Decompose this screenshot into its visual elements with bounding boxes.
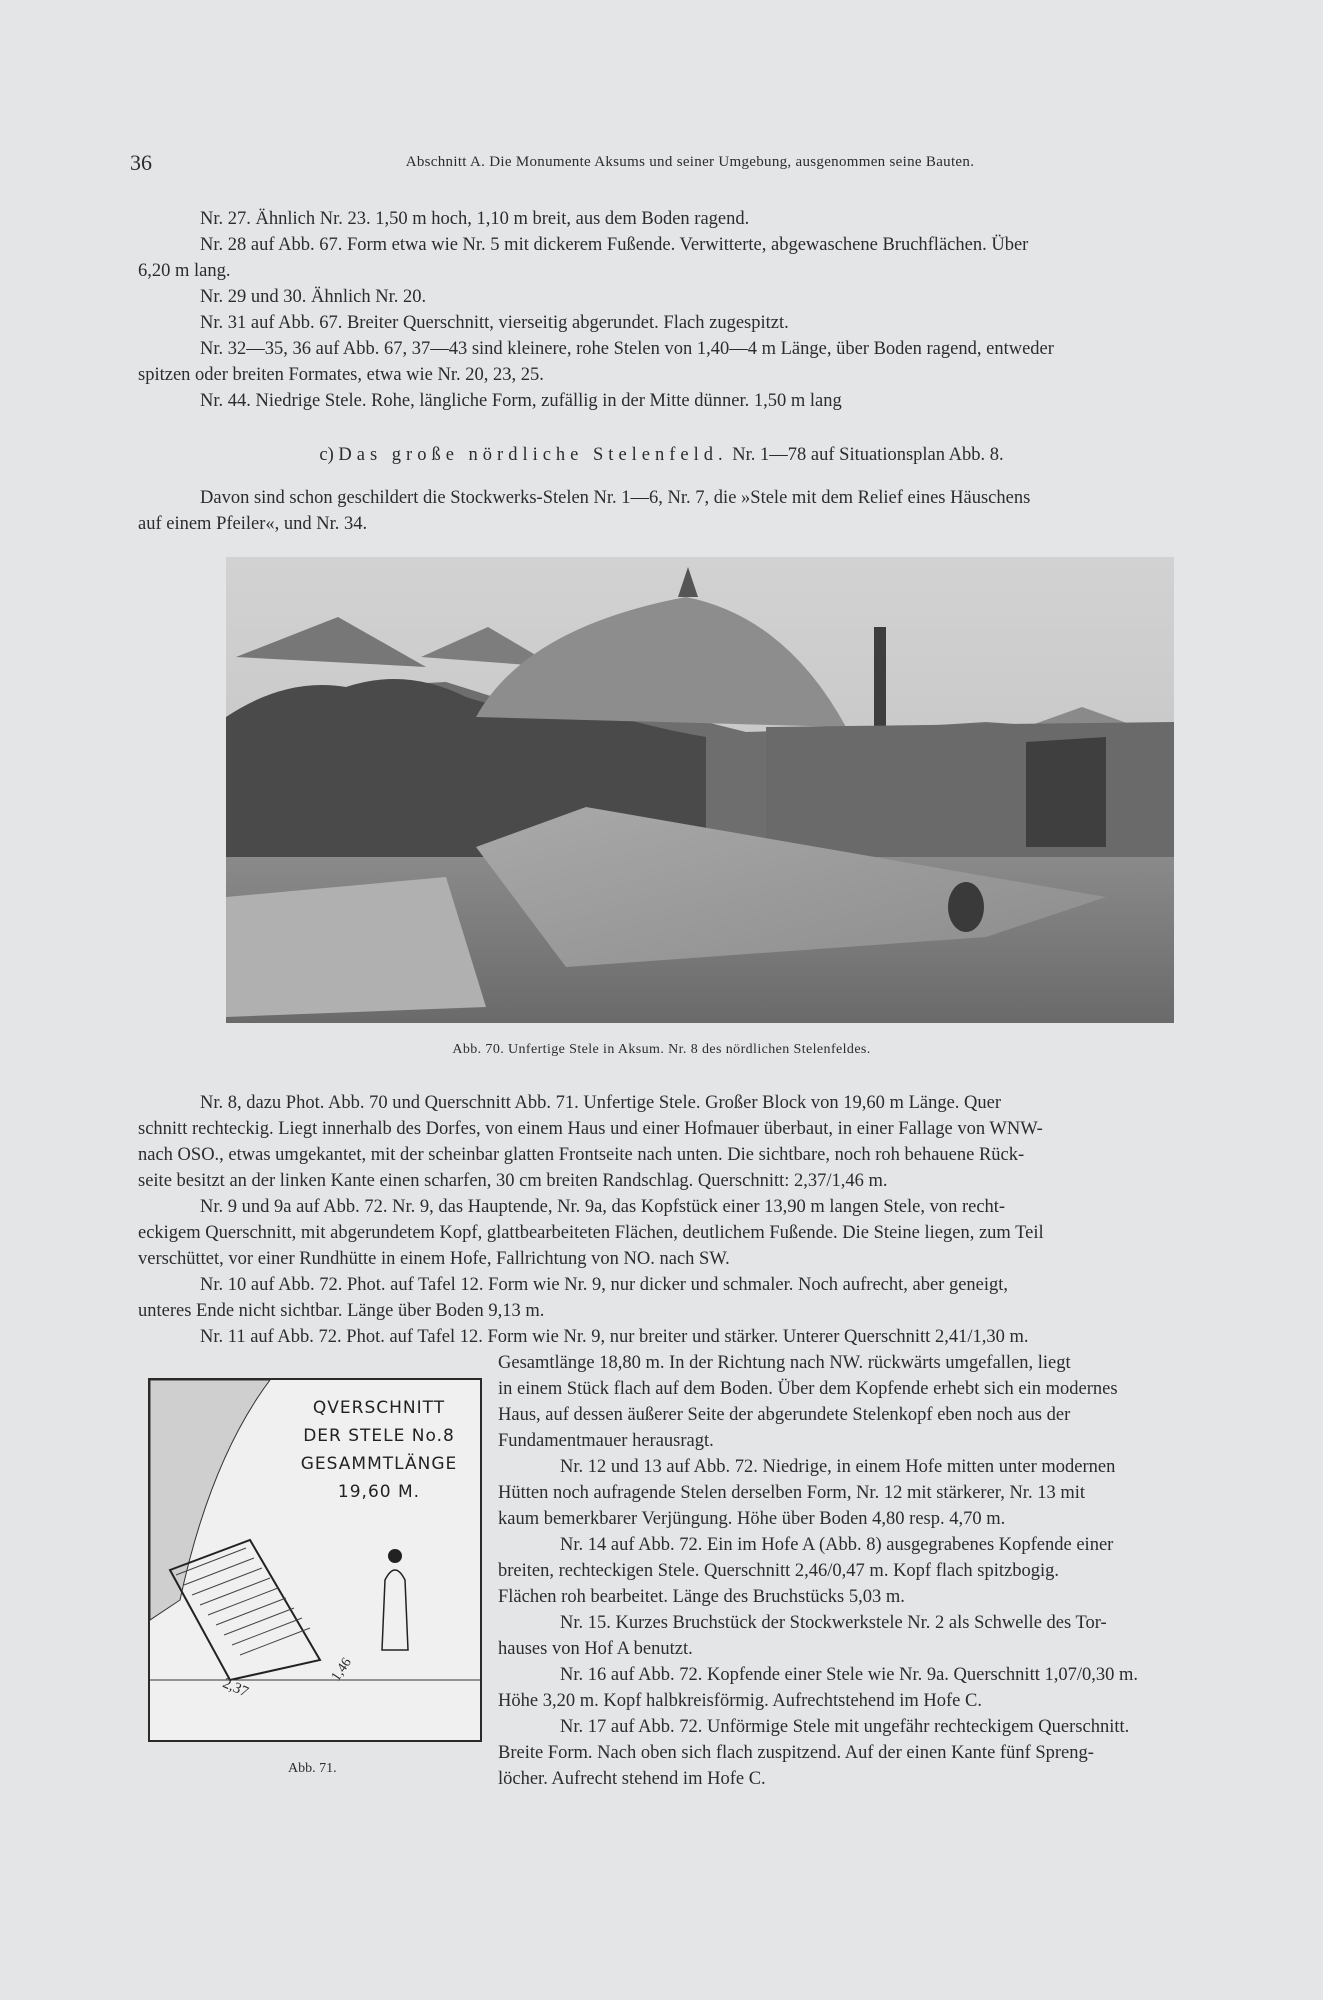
text-line: in einem Stück flach auf dem Boden. Über dem Kopfende erhebt sich ein modernes — [498, 1379, 1118, 1399]
top-paragraphs — [138, 206, 1253, 414]
text-line: unteres Ende nicht sichtbar. Länge über Boden 9,13 m. — [138, 1301, 545, 1321]
full-width-paragraphs — [138, 1090, 1253, 1350]
text-line: Nr. 29 und 30. Ähnlich Nr. 20. — [200, 287, 427, 307]
section-suffix: Nr. 1—78 auf Situationsplan Abb. 8. — [732, 445, 1004, 465]
text-line: eckigem Querschnitt, mit abgerundetem Kopf, glattbearbeiteten Flächen, deutlichem Fußende. Die Steine liegen, zum Teil — [138, 1223, 1044, 1243]
sketch-caption: Abb. 71. — [288, 1761, 337, 1776]
text-line: breiten, rechteckigen Stele. Querschnitt 2,46/0,47 m. Kopf flach spitzbogig. — [498, 1561, 1060, 1581]
text-line: Nr. 31 auf Abb. 67. Breiter Querschnitt, vierseitig abgerundet. Flach zugespitzt. — [200, 313, 789, 333]
text-line: Nr. 44. Niedrige Stele. Rohe, längliche Form, zufällig in der Mitte dünner. 1,50 m lang — [200, 391, 842, 411]
photo-figure-70 — [226, 557, 1174, 1023]
text-line: schnitt rechteckig. Liegt innerhalb des Dorfes, von einem Haus und einer Hofmauer überbaut, in einer Fallage von WNW- — [138, 1119, 1043, 1139]
text-line: Nr. 27. Ähnlich Nr. 23. 1,50 m hoch, 1,10 m breit, aus dem Boden ragend. — [200, 209, 750, 229]
text-line: Breite Form. Nach oben sich flach zuspitzend. Auf der einen Kante fünf Spreng- — [498, 1743, 1094, 1763]
photo-village-stele — [226, 557, 1174, 1023]
text-line: Nr. 15. Kurzes Bruchstück der Stockwerkstele Nr. 2 als Schwelle des Tor- — [560, 1613, 1107, 1633]
text-line: löcher. Aufrecht stehend im Hofe C. — [498, 1769, 766, 1789]
text-line: Haus, auf dessen äußerer Seite der abgerundete Stelenkopf eben noch aus der — [498, 1405, 1071, 1425]
text-line: Nr. 11 auf Abb. 72. Phot. auf Tafel 12. Form wie Nr. 9, nur breiter und stärker. Unterer Querschnitt 2,41/1,30 m. — [200, 1327, 1029, 1347]
text-line: kaum bemerkbarer Verjüngung. Höhe über Boden 4,80 resp. 4,70 m. — [498, 1509, 1006, 1529]
text-line: Gesamtlänge 18,80 m. In der Richtung nach NW. rückwärts umgefallen, liegt — [498, 1353, 1071, 1373]
text-line: Nr. 17 auf Abb. 72. Unförmige Stele mit ungefähr rechteckigem Querschnitt. — [560, 1717, 1130, 1737]
section-title: Das große nördliche Stelenfeld. — [338, 445, 728, 465]
text-line: Nr. 8, dazu Phot. Abb. 70 und Querschnitt Abb. 71. Unfertige Stele. Großer Block von 19,60 m Länge. Quer — [200, 1093, 1002, 1113]
text-line: Nr. 16 auf Abb. 72. Kopfende einer Stele wie Nr. 9a. Querschnitt 1,07/0,30 m. — [560, 1665, 1139, 1685]
sketch-label-line: DER STELE No.8 — [303, 1426, 455, 1446]
text-line: Nr. 12 und 13 auf Abb. 72. Niedrige, in einem Hofe mitten unter modernen — [560, 1457, 1116, 1477]
running-title: Abschnitt A. Die Monumente Aksums und seiner Umgebung, ausgenommen seine Bauten. — [405, 154, 975, 170]
running-header — [130, 150, 1250, 176]
right-column-paragraphs — [498, 1350, 1253, 1792]
section-heading — [0, 445, 1323, 466]
text-line: Nr. 14 auf Abb. 72. Ein im Hofe A (Abb. 8) ausgegrabenes Kopfende einer — [560, 1535, 1114, 1555]
cross-section-sketch — [148, 1378, 482, 1742]
text-line: Flächen roh bearbeitet. Länge des Bruchstücks 5,03 m. — [498, 1587, 905, 1607]
text-line: Höhe 3,20 m. Kopf halbkreisförmig. Aufrechtstehend im Hofe C. — [498, 1691, 982, 1711]
text-line: verschüttet, vor einer Rundhütte in einem Hofe, Fallrichtung von NO. nach SW. — [138, 1249, 730, 1269]
intro-paragraph — [138, 485, 1253, 537]
sketch-label — [294, 1394, 464, 1506]
text-line: Nr. 10 auf Abb. 72. Phot. auf Tafel 12. Form wie Nr. 9, nur dicker und schmaler. Noch aufrecht, aber geneigt, — [200, 1275, 1009, 1295]
text-line: spitzen oder breiten Formates, etwa wie Nr. 20, 23, 25. — [138, 365, 544, 385]
text-line: Nr. 28 auf Abb. 67. Form etwa wie Nr. 5 mit dickerem Fußende. Verwitterte, abgewaschene Bruchflächen. Über — [200, 235, 1029, 255]
photo-caption: Abb. 70. Unfertige Stele in Aksum. Nr. 8 des nördlichen Stelenfeldes. — [452, 1042, 871, 1057]
sketch-dim-b: 1,46 — [328, 1655, 355, 1685]
intro-line: Davon sind schon geschildert die Stockwerks-Stelen Nr. 1—6, Nr. 7, die »Stele mit dem Relief eines Häuschens — [200, 488, 1031, 508]
intro-line: auf einem Pfeiler«, und Nr. 34. — [138, 514, 368, 534]
text-line: hauses von Hof A benutzt. — [498, 1639, 693, 1659]
sketch-label-line: QVERSCHNITT — [312, 1398, 446, 1418]
section-prefix: c) — [319, 445, 334, 465]
text-line: nach OSO., etwas umgekantet, mit der scheinbar glatten Frontseite nach unten. Die sichtbare, noch roh behauene Rück- — [138, 1145, 1025, 1165]
page-number: 36 — [130, 150, 152, 175]
text-line: Hütten noch aufragende Stelen derselben Form, Nr. 12 mit stärkerer, Nr. 13 mit — [498, 1483, 1085, 1503]
sketch-label-line: GESAMMTLÄNGE — [300, 1454, 458, 1474]
sketch-label-line: 19,60 M. — [337, 1482, 421, 1502]
text-line: Fundamentmauer herausragt. — [498, 1431, 714, 1451]
text-line: Nr. 32—35, 36 auf Abb. 67, 37—43 sind kleinere, rohe Stelen von 1,40—4 m Länge, über Boden ragend, entweder — [200, 339, 1054, 359]
sketch-dim-a: 2,37 — [220, 1675, 251, 1701]
text-line: 6,20 m lang. — [138, 261, 231, 281]
text-line: Nr. 9 und 9a auf Abb. 72. Nr. 9, das Hauptende, Nr. 9a, das Kopfstück einer 13,90 m langen Stele, von recht- — [200, 1197, 1006, 1217]
text-line: seite besitzt an der linken Kante einen scharfen, 30 cm breiten Randschlag. Querschnitt: 2,37/1,46 m. — [138, 1171, 888, 1191]
